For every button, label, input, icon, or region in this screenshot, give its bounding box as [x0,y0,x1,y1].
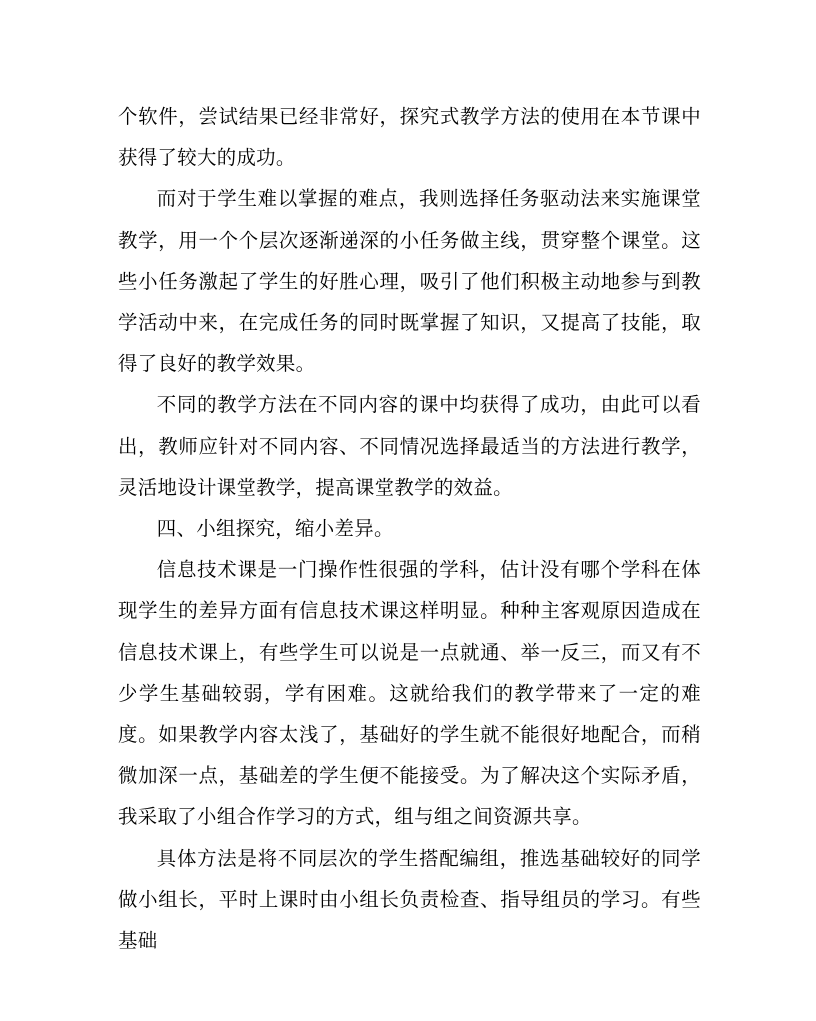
paragraph-4: 信息技术课是一门操作性很强的学科，估计没有哪个学科在体现学生的差异方面有信息技术课这样明显。种种主客观原因造成在信息技术课上，有些学生可以说是一点就通、举一反三，而又有不少学生基础较弱，学有困难。这就给我们的教学带来了一定的难度。如果教学内容太浅了，基础好的学生就不能很好地配合，而稍微加深一点，基础差的学生便不能接受。为了解决这个实际矛盾，我采取了小组合作学习的方式，组与组之间资源共享。 [118,558,701,829]
section-heading: 四、小组探究，缩小差异。 [156,517,394,541]
paragraph-5: 具体方法是将不同层次的学生搭配编组，推选基础较好的同学做小组长，平时上课时由小组长负责检查、指导组员的学习。有些基础 [118,846,701,953]
paragraph-2: 而对于学生难以掌握的难点，我则选择任务驱动法来实施课堂教学，用一个个层次逐渐递深的小任务做主线，贯穿整个课堂。这些小任务激起了学生的好胜心理，吸引了他们积极主动地参与到教学活动中来，在完成任务的同时既掌握了知识，又提高了技能，取得了良好的教学效果。 [118,187,701,376]
paragraph-1: 个软件，尝试结果已经非常好，探究式教学方法的使用在本节课中获得了较大的成功。 [118,105,701,170]
document-body [118,96,701,961]
paragraph-3: 不同的教学方法在不同内容的课中均获得了成功，由此可以看出，教师应针对不同内容、不同情况选择最适当的方法进行教学，灵活地设计课堂教学，提高课堂教学的效益。 [118,393,701,499]
